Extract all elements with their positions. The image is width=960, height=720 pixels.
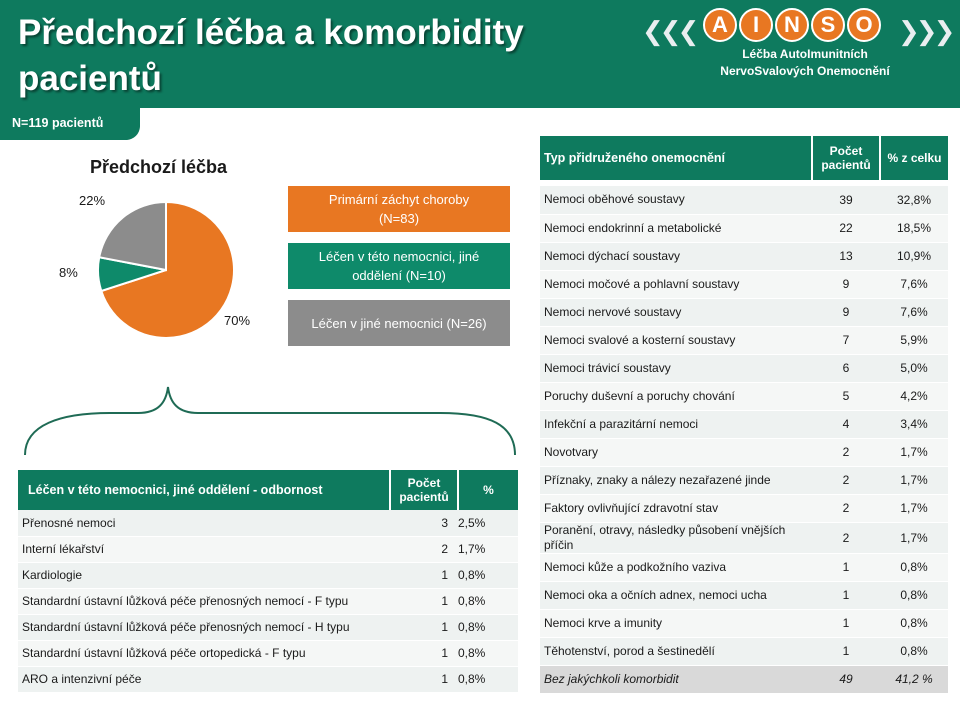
table-cell: 0,8% [458,562,518,588]
table-row [540,410,948,438]
table-row [540,609,948,637]
table-cell: Interní lékařství [18,536,390,562]
table-cell: 22 [812,214,880,242]
table-cell: 0,8% [458,588,518,614]
table-cell: Příznaky, znaky a nálezy nezařazené jinde [540,466,812,494]
table-cell: Přenosné nemoci [18,510,390,536]
legend-text: (N=83) [378,211,420,226]
table-cell: 2 [812,522,880,553]
table-cell: Nemoci oběhové soustavy [540,186,812,214]
column-header: % [458,470,518,510]
table-cell: 32,8% [880,186,948,214]
table-cell: 1,7% [880,494,948,522]
table-cell: 4,2% [880,382,948,410]
curly-brace-connector [20,385,520,457]
logo-subtitle-line-2: NervoSvalových Onemocnění [720,64,890,78]
table-row [540,438,948,466]
table-cell: 3 [390,510,458,536]
table-cell: 7 [812,326,880,354]
table-cell: 7,6% [880,298,948,326]
table-row [540,466,948,494]
table-cell: Nemoci kůže a podkožního vaziva [540,553,812,581]
table-cell: 5,0% [880,354,948,382]
column-header: Typ přidruženého onemocnění [540,136,812,180]
chart-title: Předchozí léčba [90,157,228,177]
table-cell: 0,8% [880,637,948,665]
table-cell: 18,5% [880,214,948,242]
table-row [540,214,948,242]
table-cell: Novotvary [540,438,812,466]
table-cell: Infekční a parazitární nemoci [540,410,812,438]
logo-letter: O [847,8,881,42]
table-cell: 1 [390,562,458,588]
table-cell: 1 [390,614,458,640]
table-cell: 3,4% [880,410,948,438]
table-cell: 2 [390,536,458,562]
table-cell: 1 [812,553,880,581]
table-cell: 9 [812,270,880,298]
table-row [18,614,518,640]
table-cell: 0,8% [880,609,948,637]
table-cell: 1,7% [880,522,948,553]
table-row [540,494,948,522]
table-cell: 9 [812,298,880,326]
chevron-left-icon: ❮❮❮ [642,16,696,46]
table-row [540,637,948,665]
table-cell: 0,8% [880,553,948,581]
table-cell: 5,9% [880,326,948,354]
table-cell: Poranění, otravy, následky působení vnějších příčin [540,522,812,553]
table-cell: Nemoci endokrinní a metabolické [540,214,812,242]
table-cell: 1,7% [880,466,948,494]
table-cell: Nemoci močové a pohlavní soustavy [540,270,812,298]
logo-letter: N [775,8,809,42]
table-cell: Bez jakýchkoli komorbidit [540,665,812,693]
table-cell: Těhotenství, porod a šestinedělí [540,637,812,665]
logo-letter: A [703,8,737,42]
table-row [18,562,518,588]
legend-text: Léčen v jiné nemocnici (N=26) [311,315,487,331]
logo-subtitle-line-1: Léčba AutoImunitních [742,47,868,61]
table-cell: 1 [390,640,458,666]
table-row [540,242,948,270]
legend-text: oddělení (N=10) [352,268,446,283]
pie-slice-treated-elsewhere [99,202,166,270]
table-cell: 39 [812,186,880,214]
page-title [18,10,618,102]
page-title-line-1: Předchozí léčba a komorbidity [18,13,524,52]
table-cell: Nemoci svalové a kosterní soustavy [540,326,812,354]
table-cell: 1 [390,588,458,614]
column-header: Počet pacientů [390,470,458,510]
table-cell: 2,5% [458,510,518,536]
table-cell: 1 [812,609,880,637]
table-cell: Standardní ústavní lůžková péče přenosných nemocí - H typu [18,614,390,640]
ainso-logo [640,6,955,84]
table-cell: 49 [812,665,880,693]
table-cell: 1 [812,637,880,665]
table-cell: Nemoci dýchací soustavy [540,242,812,270]
sample-size-tab: N=119 pacientů [0,108,140,140]
logo-letters [703,8,881,42]
table-row [540,581,948,609]
table-cell: Standardní ústavní lůžková péče přenosných nemocí - F typu [18,588,390,614]
table-cell: Nemoci oka a očních adnex, nemoci ucha [540,581,812,609]
table-row [18,666,518,692]
table-cell: 1,7% [458,536,518,562]
table-cell: Nemoci krve a imunity [540,609,812,637]
table-cell: Nemoci trávicí soustavy [540,354,812,382]
page-title-line-2: pacientů [18,59,162,98]
table-row [540,553,948,581]
legend-text: Primární záchyt choroby [328,192,470,207]
table-cell: Standardní ústavní lůžková péče ortopedická - F typu [18,640,390,666]
comorbidity-table [540,136,948,693]
table-row [540,326,948,354]
table-cell: 6 [812,354,880,382]
table-row [540,354,948,382]
logo-letter: I [739,8,773,42]
chevron-right-icon: ❯❯❯ [898,16,952,46]
legend-text: Léčen v této nemocnici, jiné [318,249,480,264]
table-cell: 10,9% [880,242,948,270]
table-cell: 2 [812,438,880,466]
table-row [18,588,518,614]
table-cell: Poruchy duševní a poruchy chování [540,382,812,410]
table-footer-row [540,665,948,693]
table-row [540,298,948,326]
table-row [540,270,948,298]
table-cell: 41,2 % [880,665,948,693]
table-cell: 0,8% [458,666,518,692]
pie-label-treated-elsewhere: 22% [79,193,106,208]
pie-label-primary: 70% [224,313,251,328]
table-cell: 7,6% [880,270,948,298]
column-header: Léčen v této nemocnici, jiné oddělení - odbornost [18,470,390,510]
legend-item-other-hospital [288,300,510,346]
column-header: % z celku [880,136,948,180]
table-cell: Faktory ovlivňující zdravotní stav [540,494,812,522]
logo-subtitle [670,46,940,80]
table-cell: 4 [812,410,880,438]
table-cell: ARO a intenzivní péče [18,666,390,692]
table-cell: 2 [812,494,880,522]
table-row [540,522,948,553]
table-row [540,382,948,410]
table-cell: 1 [390,666,458,692]
department-table [18,470,518,693]
table-cell: 0,8% [458,614,518,640]
pie-label-other-department: 8% [59,265,78,280]
table-cell: Kardiologie [18,562,390,588]
table-cell: 13 [812,242,880,270]
table-cell: Nemoci nervové soustavy [540,298,812,326]
table-row [18,510,518,536]
column-header: Počet pacientů [812,136,880,180]
table-cell: 0,8% [880,581,948,609]
table-row [18,536,518,562]
table-row [540,186,948,214]
table-cell: 2 [812,466,880,494]
table-row [18,640,518,666]
table-cell: 1 [812,581,880,609]
table-cell: 5 [812,382,880,410]
table-cell: 1,7% [880,438,948,466]
logo-letter: S [811,8,845,42]
header-banner [0,0,960,108]
table-cell: 0,8% [458,640,518,666]
legend-item-primary [288,186,510,232]
legend-item-other-department [288,243,510,289]
